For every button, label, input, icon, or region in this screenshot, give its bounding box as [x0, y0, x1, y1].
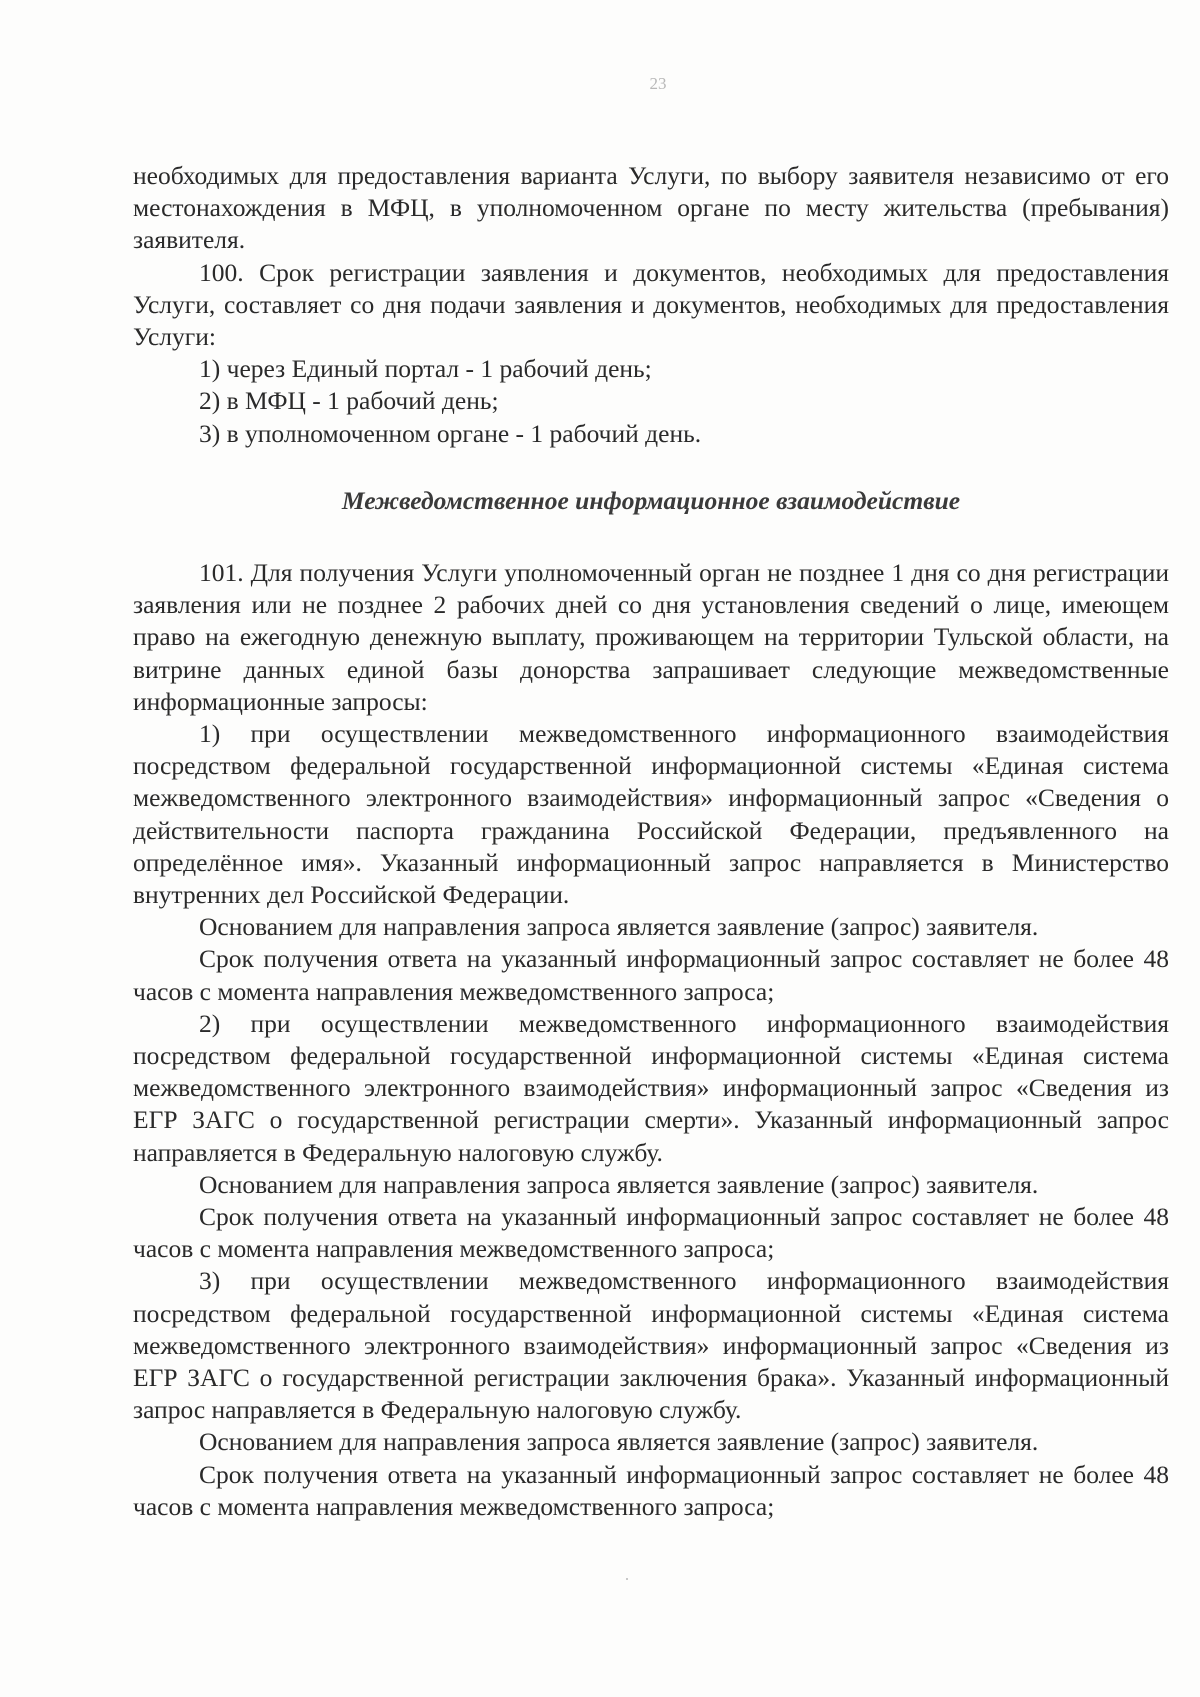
- paragraph-term: Срок получения ответа на указанный информационный запрос составляет не более 48 часов с момента направления межведомственного запроса;: [133, 1202, 1169, 1264]
- list-item: 1) через Единый портал - 1 рабочий день;: [199, 354, 652, 384]
- paragraph-basis: Основанием для направления запроса является заявление (запрос) заявителя.: [199, 1427, 1039, 1457]
- page-number: 23: [649, 74, 667, 93]
- list-item: 3) в уполномоченном органе - 1 рабочий день.: [199, 418, 702, 448]
- scan-speck: [626, 1578, 628, 1580]
- paragraph-basis: Основанием для направления запроса является заявление (запрос) заявителя.: [199, 912, 1039, 942]
- paragraph-item-101: 101. Для получения Услуги уполномоченный орган не позднее 1 дня со дня регистрации заявления или не позднее 2 рабочих дней со дня установления сведений о лице, имеющем право на ежегодную денежную выплату, проживающем на территории Тульской области, на витрине данных единой базы донорства запрашивает следующие межведомственные информационные запросы:: [133, 558, 1169, 716]
- paragraph-term: Срок получения ответа на указанный информационный запрос составляет не более 48 часов с момента направления межведомственного запроса;: [133, 944, 1169, 1006]
- paragraph-subitem-1: 1) при осуществлении межведомственного информационного взаимодействия посредством федеральной государственной информационной системы «Единая система межведомственного электронного взаимодействия» информационный запрос «Сведения о действительности паспорта гражданина Российской Федерации, предъявленного на определённое имя». Указанный информационный запрос направляется в Министерство внутренних дел Российской Федерации.: [133, 719, 1169, 910]
- paragraph-basis: Основанием для направления запроса является заявление (запрос) заявителя.: [199, 1169, 1039, 1199]
- text-block-top: [133, 160, 1169, 450]
- section-heading: Межведомственное информационное взаимодействие: [341, 486, 961, 515]
- paragraph-continuation: необходимых для предоставления варианта Услуги, по выбору заявителя независимо от его местонахождения в МФЦ, в уполномоченном органе по месту жительства (пребывания) заявителя.: [133, 161, 1169, 255]
- text-block-main: [133, 557, 1169, 1523]
- paragraph-subitem-3: 3) при осуществлении межведомственного информационного взаимодействия посредством федеральной государственной информационной системы «Единая система межведомственного электронного взаимодействия» информационный запрос «Сведения из ЕГР ЗАГС о государственной регистрации заключения брака». Указанный информационный запрос направляется в Федеральную налоговую службу.: [133, 1266, 1169, 1425]
- paragraph-item-100: 100. Срок регистрации заявления и документов, необходимых для предоставления Услуги, составляет со дня подачи заявления и документов, необходимых для предоставления Услуги:: [133, 257, 1169, 352]
- paragraph-subitem-2: 2) при осуществлении межведомственного информационного взаимодействия посредством федеральной государственной информационной системы «Единая система межведомственного электронного взаимодействия» информационный запрос «Сведения из ЕГР ЗАГС о государственной регистрации смерти». Указанный информационный запрос направляется в Федеральную налоговую службу.: [133, 1008, 1169, 1167]
- list-item: 2) в МФЦ - 1 рабочий день;: [199, 386, 499, 416]
- paragraph-term: Срок получения ответа на указанный информационный запрос составляет не более 48 часов с момента направления межведомственного запроса;: [133, 1459, 1169, 1521]
